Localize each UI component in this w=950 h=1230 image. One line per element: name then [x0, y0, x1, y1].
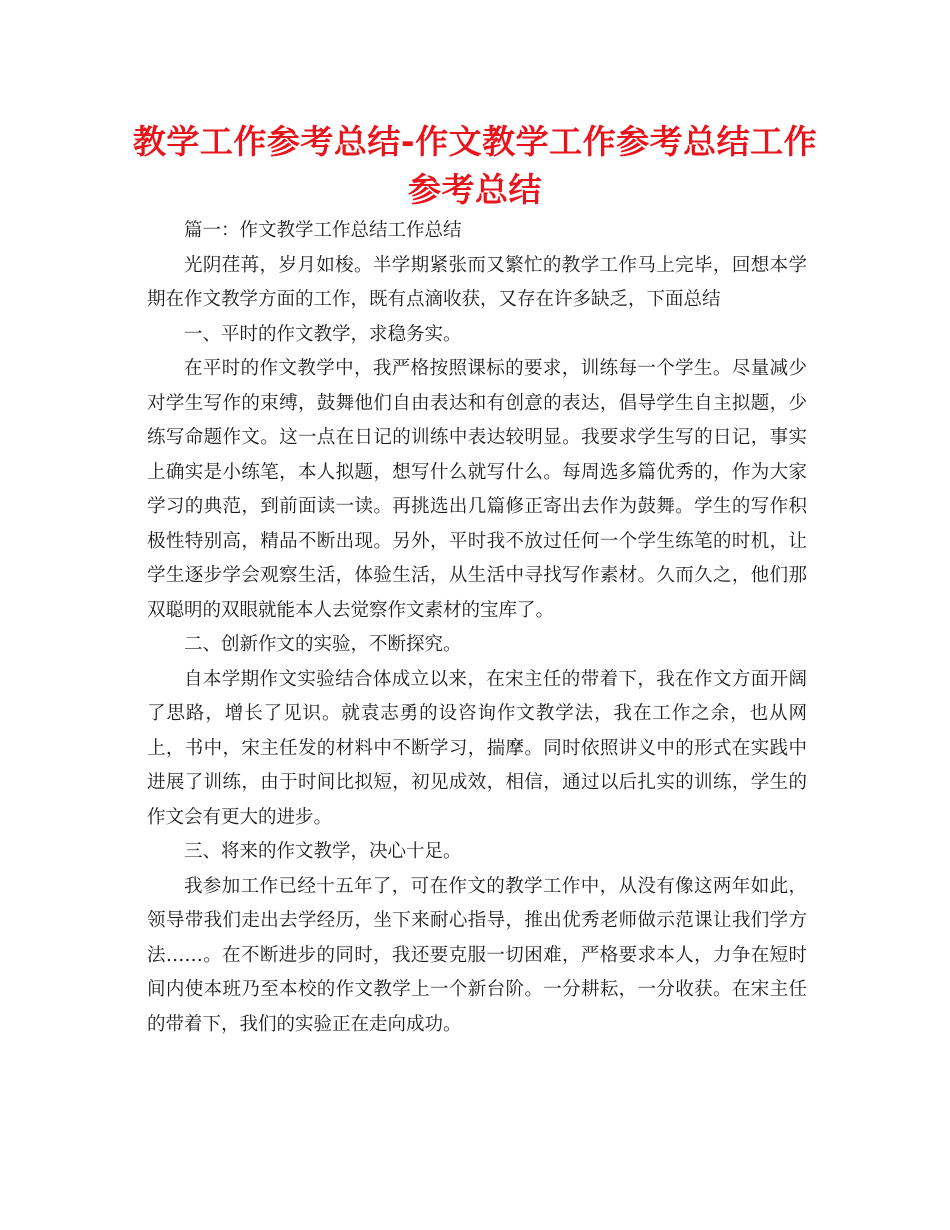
section-heading-one: 一、平时的作文教学，求稳务实。: [184, 323, 462, 345]
section-heading-two: 二、创新作文的实验，不断探究。: [184, 634, 462, 655]
document-body: [147, 214, 807, 1042]
section-three-paragraph: 我参加工作已经十五年了，可在作文的教学工作中，从没有像这两年如此，领导带我们走出去学经历，坐下来耐心指导，推出优秀老师做示范课让我们学方法……。在不断进步的同时，我还要克服一切困难，严格要求本人，力争在短时间内使本班乃至本校的作文教学上一个新台阶。一分耕耘，一分收获。在宋主任的带着下，我们的实验正在走向成功。: [147, 875, 807, 1035]
section-two-paragraph: 自本学期作文实验结合体成立以来，在宋主任的带着下，我在作文方面开阔了思路，增长了见识。就袁志勇的设咨询作文教学法，我在工作之余，也从网上，书中，宋主任发的材料中不断学习，揣摩。同时依照讲义中的形式在实践中进展了训练，由于时间比拟短，初见成效，相信，通过以后扎实的训练，学生的作文会有更大的进步。: [147, 668, 807, 828]
intro-paragraph: 光阴荏苒，岁月如梭。半学期紧张而又繁忙的教学工作马上完毕，回想本学期在作文教学方面的工作，既有点滴收获，又存在许多缺乏，下面总结: [147, 254, 807, 310]
section-heading-three: 三、将来的作文教学，决心十足。: [184, 841, 462, 862]
section-heading-part-one: 篇一：作文教学工作总结工作总结: [184, 220, 462, 241]
section-one-paragraph: 在平时的作文教学中，我严格按照课标的要求，训练每一个学生。尽量减少对学生写作的束缚，鼓舞他们自由表达和有创意的表达，倡导学生自主拟题，少练写命题作文。这一点在日记的训练中表达较明显。我要求学生写的日记，事实上确实是小练笔，本人拟题，想写什么就写什么。每周选多篇优秀的，作为大家学习的典范，到前面读一读。再挑选出几篇修正寄出去作为鼓舞。学生的写作积极性特别高，精品不断出现。另外，平时我不放过任何一个学生练笔的时机，让学生逐步学会观察生活，体验生活，从生活中寻找写作素材。久而久之，他们那双聪明的双眼就能本人去觉察作文素材的宝库了。: [147, 358, 807, 621]
document-title: 教学工作参考总结-作文教学工作参考总结工作参考总结: [132, 122, 818, 209]
